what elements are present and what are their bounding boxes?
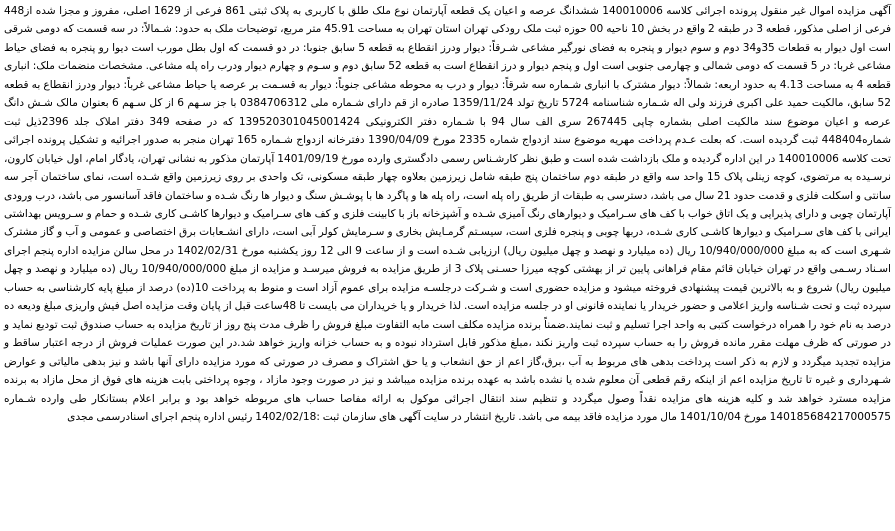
auction-notice-text: آگهی مزایده اموال غیر منقول پرونده اجرائی کلاسه 140010006 ششدانگ عرصه و اعیان یک قطعه آپارتمان نوع ملک طلق با کاربری به پلاک ثبتی 861 فرعی از 1629 اصلی، مفروز و مجزا شده از448 فرعی از اصلی مذکور، قطعه 3 در طبقه 2 واقع در بخش 10 ناحیه 00 حوزه ثبت ملک رودکی تهران استان تهران به مساحت 45.91 متر مربع، توضیحات ملک به حدود: شـمالاً: در سه قسمت که دومی شرقی است اول دیوار به قطعات 35و34 دوم و سوم دیوار و پنجره به فضای نورگیر مشاعی شـرقاً: دیوار ودرز انقطاع به قطعه 5 سابق جنوبا: در دو قسمت که اول بطل مورب است دیوا رو پنجره به فضای حیاط مشاعی غربا: در 5 قسمت که دومی شمالی و چهارمی جنوبی است اول و پنجم دیوار و درز انقطاع است به قطعه 52 سابق دوم و سـوم و چهارم دیوار ودرب راه پله مشاعی. مشخصات منضمات ملک: انباری قطعه 4 به مساحت 4.13 به حدود اربعه: شمالاً: دیوار مشترک با انباری شـماره سه شرقاً: دیوار و درب به محوطه مشاعی جنوباً: دیوار به قسـمت بر عرصه یا حیاط مشاعی غرباً: دیوار ودرز انقطاع به قطعه 52 سابق، مالکیت حمید علی اکبری فرزند ولی اله شـماره شناسنامه 5724 تاریخ تولد 1359/11/24 صادره از قم دارای شـماره ملی 0384706312 با جز سـهم 6 از کل سـهم 6 بعنوان مالک شـش دانگ عرصه و اعیان موضوع سند مالکیت اصلی بشماره چاپی 267445 سری الف سال 94 با شـماره دفتر الکترونیکی 139520301045001424 که در صفحه 349 دفتر املاک جلد 2396ذیل ثبت شماره448404 ثبت گردیده است. که بعلت عـدم پرداخت مهریه موضوع سند ازدواج شماره 2335 مورخ 1390/04/09 دفترخانه ازدواج شـماره 165 تهران منجر به صدور اجرائیه و تشکیل پرونده اجرائی تحت کلاسه 140010006 در این اداره گردیده و ملک بازداشت شده است و طبق نظر کارشـناس رسمی دادگستری وارده مورخ 1401/09/19 آپارتمان مذکور به نشانی تهران، یادگار امام، اول خیابان کارون، نرسـیده به مرتضوی، کوچه زینلی پلاک 15 واحد سه واقع در طبقه دوم ساختمان پنج طبقه شامل زیرزمین بعلاوه چهار طبقه مسکونی، تک واحدی بر روی زیرزمین واقع شـده است، نمای ساختمان آجر سه سانتی و اسکلت فلزی و قدمت حدود 21 سال می باشد، دسترسی به طبقات از طریق راه پله است، راه پله ها و پاگرد ها با پوشـش سنگ و دیوار ها رنگ شـده و ساختمان فاقد آسانسور می باشد، درب ورودی آپارتمان چوبی و دارای پذیرایی و یک اتاق خواب با کف های سـرامیک و دیوارهای رنگ آمیزی شـده و آشپزخانه باز با کابینت فلزی و کف های سـرامیک و دیوارها کاشـی کاری شـده و حمام و سـرویس بهداشتی ایرانی با کف های سـرامیک و دیوارها کاشـی کاری شـده، دربها چوبی و پنجره فلزی است، سیسـتم گرمـایش بخاری و سـرمایش کولر آبی است، دارای انشـعابات برق اختصاصی و عمومی و آب و گاز مشترک شـهری است که به مبلغ 10/940/000/000 ریال (ده میلیارد و نهصد و چهل میلیون ریال) ارزیابی شـده است و از ساعت 9 الی 12 روز یکشنبه مورخ 1402/02/31 در محل سالن مزایده اداره پنجم اجرای اسـناد رسـمی واقع در تهران خیابان قائم مقام فراهانی پایین تر از بهشتی کوچه میرزا حسـنی پلاک 3 از طریق مزایده به فروش میرسـد و مزایده از مبلغ 10/940/000/000 ریال (ده میلیارد و نهصد و چهل میلیون ریال) شروع و به بالاترین قیمت پیشنهادی فروخته میشود و مزایده حضوری است و شـرکت درجلسـه مزایده برای عموم آزاد است و منوط به پرداخت 10(ده) درصد از مبلغ پایه کارشناسی به حساب سپرده ثبت و تحت شـناسه واریز اعلامی و حضور خریدار یا نماینده قانونی او در جلسه مزایده است. لذا خریدار و یا خریداران می بایست تا 48ساعت قبل از پایان وقت مزایده اصل فیش واریزی مبلغ ودیعه ده درصد به نام خود را همراه درخواست کتبی به واحد اجرا تسلیم و ثبت نمایند.ضمناً برنده مزایده مکلف است مابه التفاوت مبلغ فروش را ظرف مدت پنج روز از تاریخ مزایده به حساب صندوق ثبت تودیع نماید و در صورتی که ظرف مهلت مقرر مانده فروش را به حساب سپرده ثبت واریز نکند ،مبلغ مذکور قابل استرداد نبوده و به حساب خزانه واریز خواهد شد.در این صورت عملیات فروش از درجه اعتبار ساقط و مزایده تجدید میگردد و لازم به ذکر است پرداخت بدهی های مربوط به آب ،برق،گاز اعم از حق انشعاب و یا حق اشتراک و مصرف در صورتی که مورد مزایده دارای آنها باشد و نیز بدهی مالیاتی و عوارض شـهرداری و غیره تا تاریخ مزایده اعم از اینکه رقم قطعی آن معلوم شده یا نشده باشد به عهده برنده مزایده میباشد و نیز در صورت وجود مازاد ، وجوه پرداختی بابت هزینه های فوق از محل مازاد به برنده مزایده مسترد خواهد شد و کلیه هزینه های مزایده نقداً وصول میگردد و تنظیم سند انتقال اجرائی موکول به ارائه مفاصا حساب های مربوطه خواهد بود و برابر اعلام بستانکار طی وارده شـماره 140185684217000575 مورخ 1401/10/04 مال مورد مزایده فاقد بیمه می باشد. تاریخ انتشار در سایت آگهی های سازمان ثبت :1402/02/18 رئیس اداره پنجم اجرای اسنادرسمی مجدی [4, 5, 892, 423]
